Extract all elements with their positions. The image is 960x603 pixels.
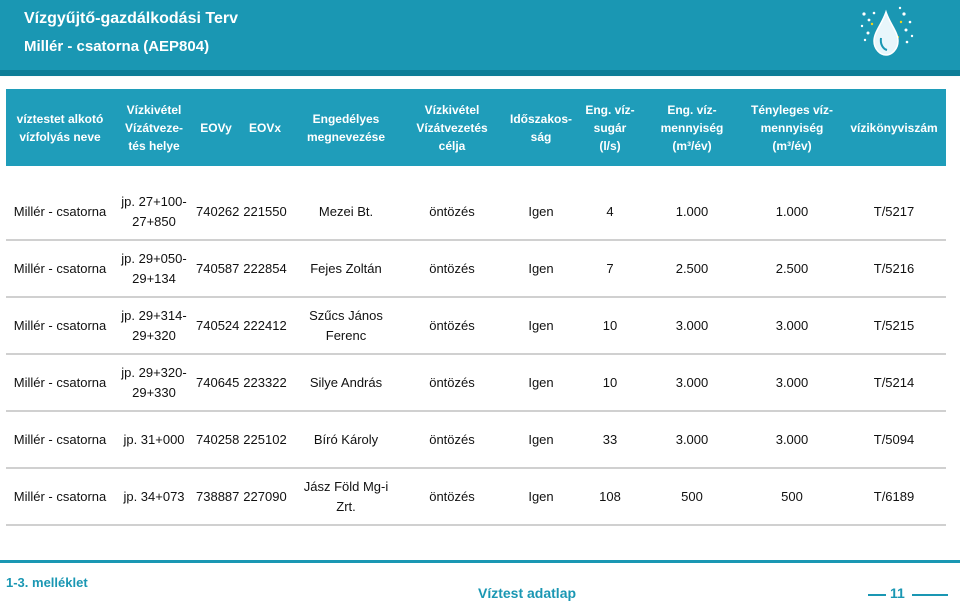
cell-flow: 4 [578, 184, 642, 240]
column-header-permitted-volume: Eng. víz- mennyiség (m³/év) [642, 89, 742, 166]
cell-periodicity: Igen [504, 411, 578, 468]
table-row [6, 184, 946, 240]
column-header-permit-holder: Engedélyes megnevezése [292, 89, 400, 166]
cell-permitted-volume: 500 [642, 468, 742, 525]
footer-document-name: Víztest adatlap [478, 585, 577, 601]
cell-flow: 108 [578, 468, 642, 525]
cell-watercourse: Millér - csatorna [6, 240, 114, 297]
table-row [6, 297, 946, 354]
cell-permitted-volume: 3.000 [642, 411, 742, 468]
column-header-eovy: EOVy [194, 89, 238, 166]
cell-location: jp. 29+320- 29+330 [114, 354, 194, 411]
footer-page-dash-right [912, 594, 948, 596]
column-header-watercourse: víztestet alkotó vízfolyás neve [6, 89, 114, 166]
table-row [6, 354, 946, 411]
cell-watercourse: Millér - csatorna [6, 354, 114, 411]
table-row [6, 411, 946, 468]
document-subtitle: Millér - csatorna (AEP804) [24, 38, 210, 55]
cell-eovy: 740524 [194, 297, 238, 354]
cell-permit-holder: Fejes Zoltán [292, 240, 400, 297]
cell-location: jp. 34+073 [114, 468, 194, 525]
cell-eovy: 740587 [194, 240, 238, 297]
cell-flow: 33 [578, 411, 642, 468]
cell-periodicity: Igen [504, 297, 578, 354]
water-withdrawal-table [6, 89, 946, 526]
cell-watercourse: Millér - csatorna [6, 184, 114, 240]
cell-eovx: 223322 [238, 354, 292, 411]
cell-periodicity: Igen [504, 184, 578, 240]
column-header-periodicity: Időszakos- ság [504, 89, 578, 166]
cell-register-number: T/5217 [842, 184, 946, 240]
cell-register-number: T/6189 [842, 468, 946, 525]
cell-periodicity: Igen [504, 354, 578, 411]
cell-purpose: öntözés [400, 411, 504, 468]
column-header-actual-volume: Tényleges víz- mennyiség (m³/év) [742, 89, 842, 166]
cell-register-number: T/5094 [842, 411, 946, 468]
cell-actual-volume: 3.000 [742, 354, 842, 411]
header-banner-shadow [0, 70, 960, 76]
cell-periodicity: Igen [504, 468, 578, 525]
cell-eovx: 222854 [238, 240, 292, 297]
footer-annex-label: 1-3. melléklet [6, 575, 88, 590]
table-row [6, 240, 946, 297]
cell-purpose: öntözés [400, 184, 504, 240]
footer-page-number: 11 [890, 585, 905, 601]
cell-eovy: 740262 [194, 184, 238, 240]
cell-eovx: 225102 [238, 411, 292, 468]
cell-eovy: 738887 [194, 468, 238, 525]
cell-purpose: öntözés [400, 354, 504, 411]
cell-permit-holder: Szűcs János Ferenc [292, 297, 400, 354]
cell-permit-holder: Silye András [292, 354, 400, 411]
column-header-eovx: EOVx [238, 89, 292, 166]
cell-flow: 7 [578, 240, 642, 297]
cell-watercourse: Millér - csatorna [6, 468, 114, 525]
cell-eovy: 740645 [194, 354, 238, 411]
cell-location: jp. 29+050- 29+134 [114, 240, 194, 297]
column-header-flow: Eng. víz- sugár (l/s) [578, 89, 642, 166]
cell-purpose: öntözés [400, 468, 504, 525]
cell-actual-volume: 1.000 [742, 184, 842, 240]
footer-divider [0, 560, 960, 563]
cell-permit-holder: Jász Föld Mg-i Zrt. [292, 468, 400, 525]
cell-permitted-volume: 3.000 [642, 354, 742, 411]
cell-watercourse: Millér - csatorna [6, 411, 114, 468]
column-header-location: Vízkivétel Vízátveze- tés helye [114, 89, 194, 166]
header-banner [0, 0, 960, 70]
cell-permitted-volume: 2.500 [642, 240, 742, 297]
cell-permitted-volume: 3.000 [642, 297, 742, 354]
cell-location: jp. 29+314- 29+320 [114, 297, 194, 354]
cell-permitted-volume: 1.000 [642, 184, 742, 240]
cell-eovy: 740258 [194, 411, 238, 468]
cell-purpose: öntözés [400, 297, 504, 354]
cell-periodicity: Igen [504, 240, 578, 297]
cell-register-number: T/5214 [842, 354, 946, 411]
cell-permit-holder: Bíró Károly [292, 411, 400, 468]
cell-actual-volume: 3.000 [742, 297, 842, 354]
table-header-row [6, 89, 946, 166]
cell-register-number: T/5215 [842, 297, 946, 354]
cell-eovx: 221550 [238, 184, 292, 240]
cell-eovx: 227090 [238, 468, 292, 525]
cell-register-number: T/5216 [842, 240, 946, 297]
cell-actual-volume: 3.000 [742, 411, 842, 468]
cell-eovx: 222412 [238, 297, 292, 354]
table-row [6, 468, 946, 525]
cell-flow: 10 [578, 297, 642, 354]
column-header-purpose: Vízkivétel Vízátvezetés célja [400, 89, 504, 166]
cell-location: jp. 27+100- 27+850 [114, 184, 194, 240]
cell-actual-volume: 2.500 [742, 240, 842, 297]
footer-page-dash-left [868, 594, 886, 596]
cell-purpose: öntözés [400, 240, 504, 297]
cell-permit-holder: Mezei Bt. [292, 184, 400, 240]
cell-watercourse: Millér - csatorna [6, 297, 114, 354]
cell-location: jp. 31+000 [114, 411, 194, 468]
column-header-register-number: vízikönyviszám [842, 89, 946, 166]
document-title: Vízgyűjtő-gazdálkodási Terv [24, 10, 238, 27]
cell-actual-volume: 500 [742, 468, 842, 525]
cell-flow: 10 [578, 354, 642, 411]
water-drop-logo-icon [856, 4, 916, 60]
